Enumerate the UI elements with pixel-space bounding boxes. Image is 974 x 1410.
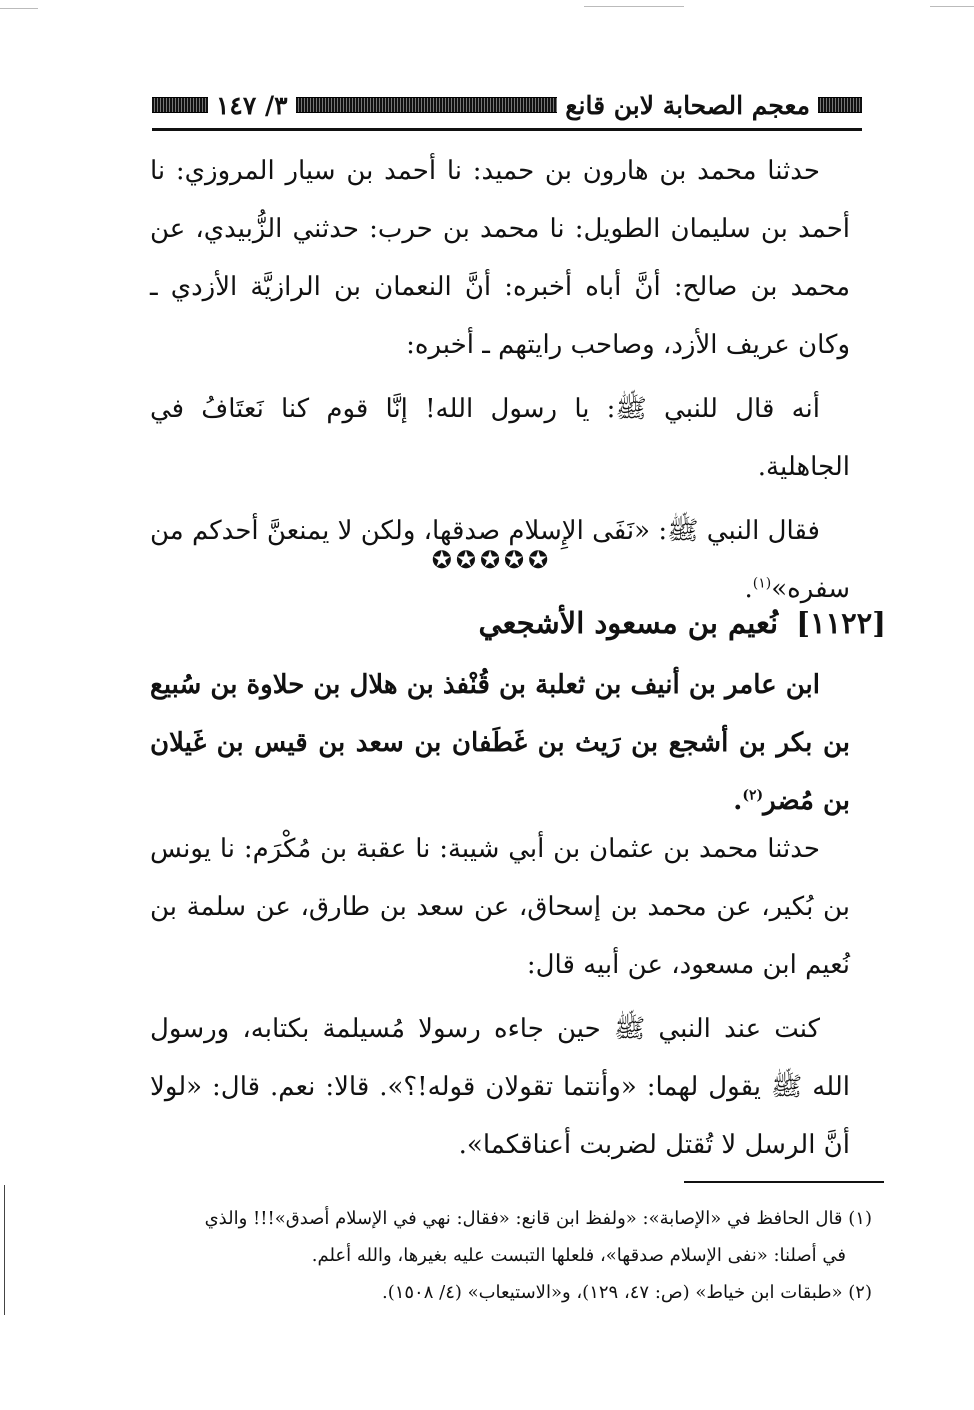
footnote-1-line-1: (١) قال الحافظ في «الإصابة»: «ولفظ ابن قانع: «فقال: نهي في الإسلام أصدق»!!! والذي <box>204 1208 872 1229</box>
paragraph-isnad-2: حدثنا محمد بن عثمان بن أبي شيبة: نا عقبة بن مُكْرَم: نا يونس بن بُكير، عن محمد بن إسحاق، عن سعد بن طارق، عن سلمة بن نُعيم ابن مسعود، عن أبيه قال: <box>150 834 850 980</box>
header-ornament-left <box>152 97 208 113</box>
footnote-2: (٢) «طبقات ابن خياط» (ص: ٤٧، ١٢٩)، و«الاستيعاب» (٤/ ١٥٠٨). <box>381 1282 872 1303</box>
scan-mark-top-center <box>584 6 684 7</box>
entry-lineage <box>150 656 850 830</box>
scan-edge-line <box>4 1185 5 1315</box>
footnotes <box>150 1200 872 1311</box>
footnote-rule <box>684 1181 884 1183</box>
scan-mark-top-right <box>930 6 974 7</box>
paragraph-narration: كنت عند النبي ﷺ حين جاءه رسولا مُسيلمة بكتابه، ورسول الله ﷺ يقول لهما: «وأنتما تقولان قوله!؟». قالا: نعم. قال: «لولا أنَّ الرسل لا تُقتل لضربت أعناقكما». <box>150 1014 850 1160</box>
section-separator: ✪✪✪✪✪ <box>431 546 553 574</box>
header-ornament-right <box>818 97 862 113</box>
entry-name: نُعيم بن مسعود الأشجعي <box>478 606 779 640</box>
header-ornament-middle <box>296 97 558 113</box>
lineage-end: . <box>733 786 743 816</box>
footnote-ref-2[interactable]: (٢) <box>742 787 764 804</box>
paragraph-isnad: حدثنا محمد بن هارون بن حميد: نا أحمد بن سيار المروزي: نا أحمد بن سليمان الطويل: نا محمد بن حرب: حدثني الزُّبيدي، عن محمد بن صالح: أنَّ أباه أخبره: أنَّ النعمان بن الرازيَّة الأزدي ـ وكان عريف الأزد، وصاحب رايتهم ـ أخبره: <box>150 156 850 360</box>
lineage-text: ابن عامر بن أنيف بن ثعلبة بن قُنْفذ بن هلال بن حلاوة بن سُبيع بن بكر بن أشجع بن رَيث بن غَطَفان بن سعد بن قيس بن غَيلان بن مُضر <box>150 670 850 816</box>
running-title: معجم الصحابة لابن قانع <box>565 90 810 120</box>
text-block-bottom <box>150 820 850 1174</box>
running-header <box>152 84 862 126</box>
answer-text: فقال النبي ﷺ: «نَفَى الإِسلام صدقها، ولكن لا يمنعنَّ أحدكم من سفره» <box>150 516 850 604</box>
entry-number: [١١٢٢] <box>796 606 886 640</box>
answer-end: . <box>744 574 753 604</box>
lineage-block <box>150 656 850 830</box>
header-rule <box>152 128 862 131</box>
footnote-1-line-2: في أصلنا: «نفى الإسلام صدقها»، فلعلها التبست عليه بغيرها، والله أعلم. <box>311 1245 846 1266</box>
scan-mark-top-left <box>0 8 38 9</box>
paragraph-question: أنه قال للنبي ﷺ: يا رسول الله! إنَّا قوم كنا نَعتَافُ في الجاهلية. <box>150 394 850 482</box>
page-number: ٣/ ١٤٧ <box>216 90 288 120</box>
footnote-ref-1[interactable]: (١) <box>752 575 772 592</box>
entry-heading <box>146 598 886 648</box>
